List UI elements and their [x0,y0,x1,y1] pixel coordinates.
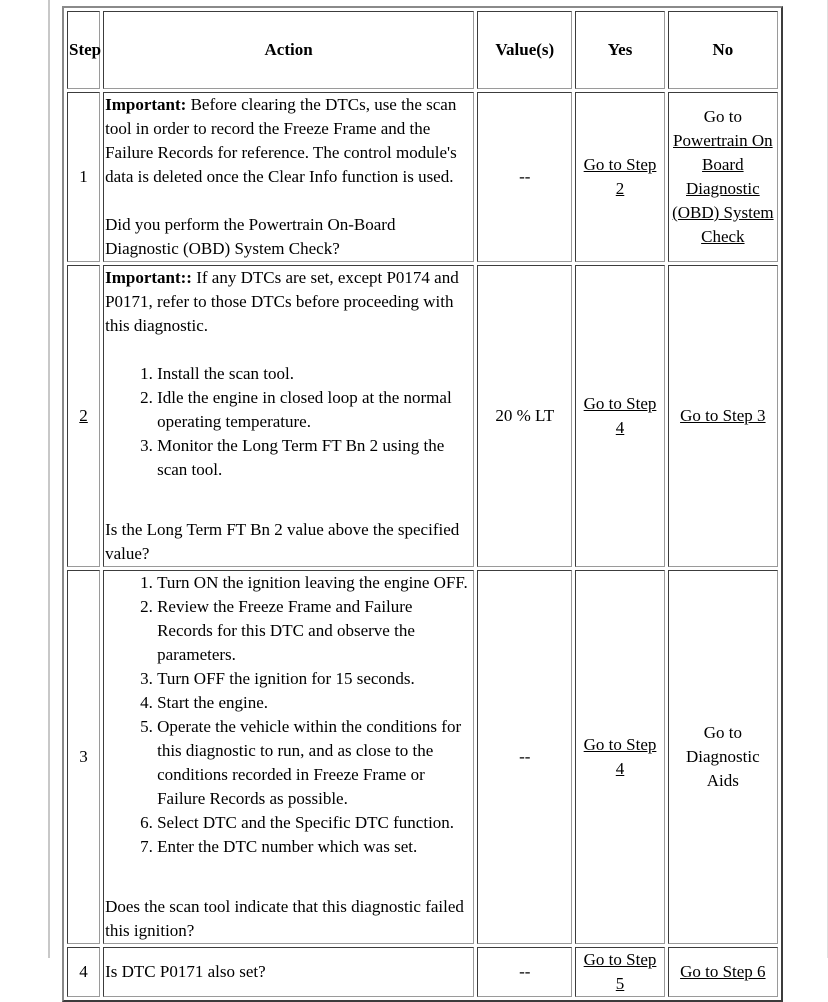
table-row-step-4 [67,947,778,997]
list-item: 1. Install the scan tool. [157,362,472,386]
go-to-step-6-link[interactable]: Go to Step 6 [680,962,766,981]
header-yes: Yes [575,11,664,89]
header-row [67,11,778,89]
no-prefix: Go to [703,723,742,742]
step-2-anchor-link[interactable]: 2 [79,406,88,425]
diagnostic-aids-text: Diagnostic Aids [686,747,760,790]
important-label: Important:: [105,268,192,287]
value-cell: -- [477,947,572,997]
value-cell: -- [477,92,572,262]
value-cell: 20 % LT [477,265,572,567]
go-to-step-4-link[interactable]: Go to Step 4 [583,394,657,437]
yes-cell [575,947,664,997]
important-text: Before clearing the DTCs, use the scan tool in order to record the Freeze Frame and the Failure Records for reference. The control module's data is deleted once the Clear Info function is used. [105,95,457,186]
list-item: 2. Idle the engine in closed loop at the normal operating temperature. [157,386,472,434]
action-cell [103,92,474,262]
step-number: 4 [67,947,100,997]
no-cell [668,947,778,997]
step-number: 3 [67,570,100,944]
list-item: 3. Turn OFF the ignition for 15 seconds. [157,667,472,691]
list-item: 1. Turn ON the ignition leaving the engine OFF. [157,571,472,595]
obd-system-check-link[interactable]: Powertrain On Board Diagnostic (OBD) System Check [672,131,774,246]
yes-cell [575,92,664,262]
no-cell [668,570,778,944]
no-cell [668,92,778,262]
list-item: 3. Monitor the Long Term FT Bn 2 using the scan tool. [157,434,472,482]
go-to-step-3-link[interactable]: Go to Step 3 [680,406,766,425]
table-row-step-2 [67,265,778,567]
table-row-step-3 [67,570,778,944]
action-cell [103,570,474,944]
list-item: 6. Select DTC and the Specific DTC function. [157,811,472,835]
list-item: 4. Start the engine. [157,691,472,715]
step-number: 1 [67,92,100,262]
important-label: Important: [105,95,187,114]
diagnostic-table [62,6,783,1002]
go-to-step-2-link[interactable]: Go to Step 2 [583,155,657,198]
question: Is DTC P0171 also set? [103,947,474,997]
header-action: Action [103,11,474,89]
question: Did you perform the Powertrain On-Board Diagnostic (OBD) System Check? [105,215,396,258]
header-no: No [668,11,778,89]
important-note [105,266,472,338]
list-item: 2. Review the Freeze Frame and Failure Records for this DTC and observe the parameters. [157,595,472,667]
value-cell: -- [477,570,572,944]
page-edge-left [48,0,50,958]
yes-cell [575,265,664,567]
action-cell [103,265,474,567]
step-number [67,265,100,567]
important-note [105,93,472,189]
procedure-list [105,362,472,482]
header-step: Step [67,11,100,89]
list-item: 5. Operate the vehicle within the conditions for this diagnostic to run, and as close to the conditions recorded in Freeze Frame or Failure Records as possible. [157,715,472,811]
go-to-step-4-link[interactable]: Go to Step 4 [583,735,657,778]
no-prefix: Go to [703,107,742,126]
important-text: If any DTCs are set, except P0174 and P0171, refer to those DTCs before proceeding with this diagnostic. [105,268,459,335]
yes-cell [575,570,664,944]
question: Is the Long Term FT Bn 2 value above the specified value? [105,520,460,563]
table-row-step-1 [67,92,778,262]
no-cell [668,265,778,567]
procedure-list [105,571,472,859]
list-item: 7. Enter the DTC number which was set. [157,835,472,859]
question: Does the scan tool indicate that this diagnostic failed this ignition? [105,897,464,940]
header-values: Value(s) [477,11,572,89]
go-to-step-5-link[interactable]: Go to Step 5 [583,950,657,993]
